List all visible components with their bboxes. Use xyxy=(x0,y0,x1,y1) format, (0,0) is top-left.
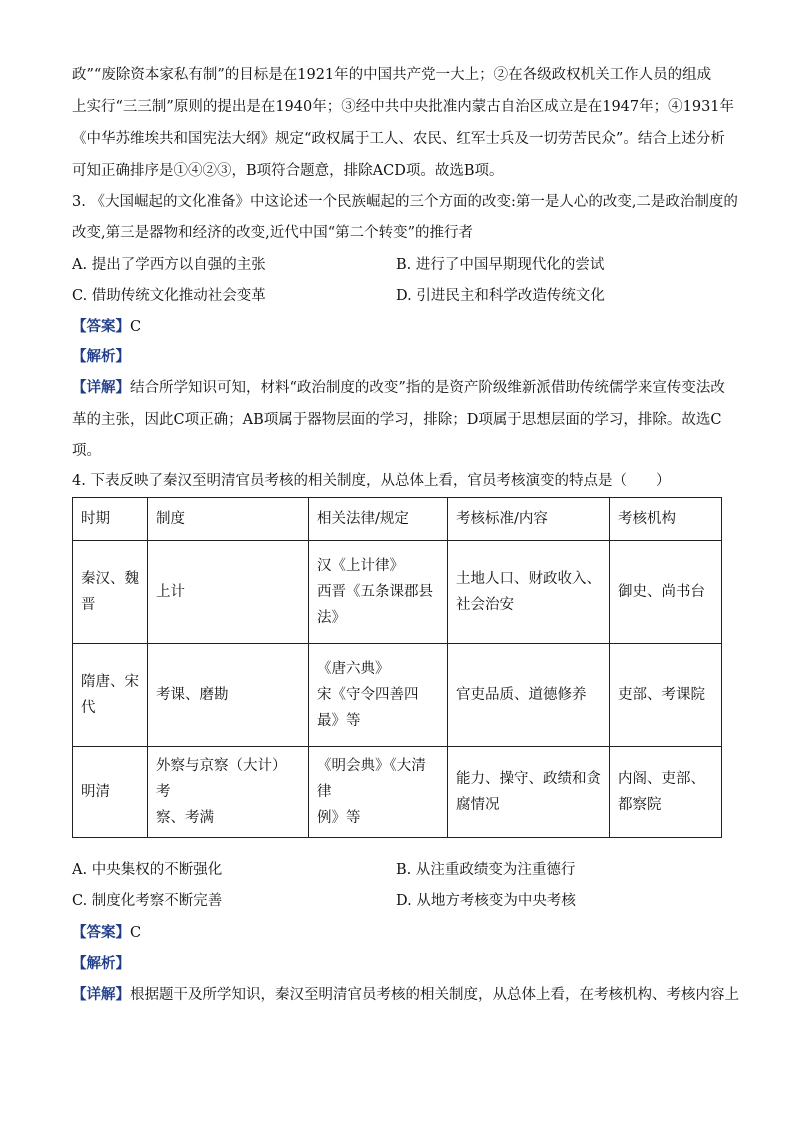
cell-text: 例》等 xyxy=(317,810,361,826)
cell-text: 能力、操守、政绩和贪 xyxy=(456,771,601,787)
q4-stem: 4. 下表反映了秦汉至明清官员考核的相关制度，从总体上看，官员考核演变的特点是（ ） xyxy=(72,473,671,489)
org-cell xyxy=(610,644,722,747)
cell-text: 秦汉、魏 xyxy=(81,571,139,587)
cell-text: 《明会典》《大清律 xyxy=(317,758,426,800)
q4-answer-tag: 【答案】 xyxy=(72,924,130,941)
law-cell xyxy=(309,644,448,747)
cell-text: 御史、尚书台 xyxy=(618,584,705,600)
table-header-cell: 考核标准/内容 xyxy=(448,498,610,541)
standard-cell xyxy=(448,541,610,644)
cell-text: 《唐六典》 xyxy=(317,661,390,677)
intro-line-1: 政”“废除资本家私有制”的目标是在1921年的中国共产党一大上；②在各级政权机关工作人员的组成 xyxy=(72,67,712,83)
official-assessment-table xyxy=(72,497,722,838)
period-cell xyxy=(73,747,148,838)
intro-line-3: 《中华苏维埃共和国宪法大纲》规定“政权属于工人、农民、红军士兵及一切劳苦民众”。结合上述分析 xyxy=(72,131,725,147)
q4-analysis-label: 【解析】 xyxy=(72,955,130,972)
period-cell xyxy=(73,541,148,644)
system-cell xyxy=(148,644,309,747)
q3-option-b: B. 进行了中国早期现代化的尝试 xyxy=(396,257,605,273)
cell-text: 上计 xyxy=(156,584,185,600)
q4-detail-text-1: 根据题干及所学知识，秦汉至明清官员考核的相关制度，从总体上看，在考核机构、考核内容上 xyxy=(130,987,739,1003)
cell-text: 晋 xyxy=(81,597,96,613)
cell-text: 官吏品质、道德修养 xyxy=(456,687,587,703)
standard-cell xyxy=(448,644,610,747)
q4-detail-tag: 【详解】 xyxy=(72,986,130,1003)
law-cell xyxy=(309,747,448,838)
cell-text: 最》等 xyxy=(317,713,361,729)
system-cell xyxy=(148,747,309,838)
q3-detail-line-2: 革的主张，因此C项正确；AB项属于器物层面的学习，排除；D项属于思想层面的学习，排除。故选C xyxy=(72,412,722,428)
cell-text: 土地人口、财政收入、 xyxy=(456,571,601,587)
q4-answer xyxy=(72,923,141,943)
q4-option-c: C. 制度化考察不断完善 xyxy=(72,893,223,909)
q3-answer xyxy=(72,317,141,337)
q4-answer-value: C xyxy=(130,925,142,941)
cell-text: 汉《上计律》 xyxy=(317,558,404,574)
q3-detail-line-1 xyxy=(72,378,725,398)
intro-line-2: 上实行“三三制”原则的提出是在1940年；③经中共中央批准内蒙古自治区成立是在1947年；④1931年 xyxy=(72,99,735,115)
q3-option-c: C. 借助传统文化推动社会变革 xyxy=(72,288,266,304)
org-cell xyxy=(610,541,722,644)
q4-option-b: B. 从注重政绩变为注重德行 xyxy=(396,862,576,878)
cell-text: 腐情况 xyxy=(456,797,500,813)
q3-stem-line-2: 改变,第三是器物和经济的改变,近代中国“第二个转变”的推行者 xyxy=(72,225,474,241)
q4-detail-line-1 xyxy=(72,985,739,1005)
org-cell xyxy=(610,747,722,838)
cell-text: 社会治安 xyxy=(456,597,514,613)
period-cell xyxy=(73,644,148,747)
table-row xyxy=(73,644,722,747)
cell-text: 宋《守令四善四 xyxy=(317,687,419,703)
q4-option-a: A. 中央集权的不断强化 xyxy=(72,862,223,878)
q3-answer-value: C xyxy=(130,319,142,335)
table-header-cell: 制度 xyxy=(148,498,309,541)
table-header-cell: 考核机构 xyxy=(610,498,722,541)
cell-text: 吏部、考课院 xyxy=(618,687,705,703)
q4-analysis-tag xyxy=(72,954,130,974)
q3-detail-text-1: 结合所学知识可知，材料“政治制度的改变”指的是资产阶级维新派借助传统儒学来宣传变法改 xyxy=(130,380,725,396)
q3-analysis-tag xyxy=(72,347,130,367)
table-header-cell: 相关法律/规定 xyxy=(309,498,448,541)
intro-line-4: 可知正确排序是①④②③，B项符合题意，排除ACD项。故选B项。 xyxy=(72,163,504,179)
system-cell xyxy=(148,541,309,644)
law-cell xyxy=(309,541,448,644)
cell-text: 内阁、吏部、 xyxy=(618,771,705,787)
q3-stem-line-1: 3. 《大国崛起的文化准备》中这论述一个民族崛起的三个方面的改变:第一是人心的改变,二是政治制度的 xyxy=(72,194,738,210)
q3-answer-tag: 【答案】 xyxy=(72,318,130,335)
cell-text: 考课、磨勘 xyxy=(156,687,229,703)
table-row xyxy=(73,541,722,644)
cell-text: 都察院 xyxy=(618,797,662,813)
cell-text: 法》 xyxy=(317,610,346,626)
standard-cell xyxy=(448,747,610,838)
cell-text: 外察与京察（大计）考 xyxy=(156,758,287,800)
q3-detail-tag: 【详解】 xyxy=(72,379,130,396)
table-row xyxy=(73,747,722,838)
q3-analysis-label: 【解析】 xyxy=(72,348,130,365)
cell-text: 察、考满 xyxy=(156,810,214,826)
table-header-row xyxy=(73,498,722,541)
cell-text: 明清 xyxy=(81,784,110,800)
cell-text: 代 xyxy=(81,700,96,716)
q4-option-d: D. 从地方考核变为中央考核 xyxy=(396,893,576,909)
cell-text: 西晋《五条课郡县 xyxy=(317,584,433,600)
cell-text: 隋唐、宋 xyxy=(81,674,139,690)
q3-detail-line-3: 项。 xyxy=(72,443,101,459)
table-header-cell: 时期 xyxy=(73,498,148,541)
q3-option-a: A. 提出了学西方以自强的主张 xyxy=(72,257,266,273)
q3-option-d: D. 引进民主和科学改造传统文化 xyxy=(396,288,605,304)
